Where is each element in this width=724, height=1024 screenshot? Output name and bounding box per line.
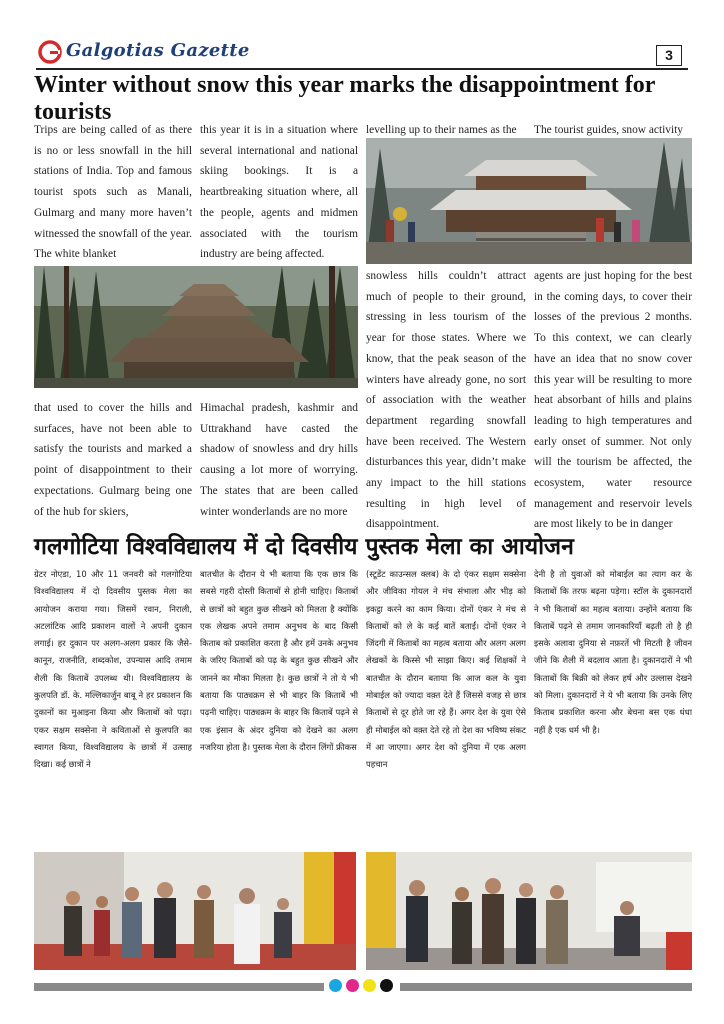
english-col1-top	[34, 120, 192, 264]
page-number: 3	[656, 45, 682, 66]
english-col2-top	[200, 120, 358, 264]
footer-bar-right	[400, 983, 692, 991]
hindi-col2-text: बातचीत के दौरान ये भी बताया कि एक छात्र कि सबसे गहरी दोस्ती किताबों से होनी चाहिए। किताबों से छात्रों को बहुत कुछ सीखने को मिलता है क्योंकि एक लेखक अपने तमाम अनुभव के बाद किसी किताब को प्रकाशित करता है और हमें उनके अनुभव के जरिए किताबों को पढ़ के बहुत कुछ सीखने और जानने का मौका मिलता है। कुछ छात्रों ने तो ये भी बताया कि पाठ्यक्रम से भी बाहर कि किताबें भी पढ़नी चाहिए। पाठ्यक्रम के बाहर कि किताबें पढ़ने से एक इंसान के अंदर दुनिया को देखने का अलग नजरिया होता है। पुस्तक मेला के दौरान लिंगों फ्रीकस	[200, 569, 358, 752]
english-col4-top	[534, 120, 692, 140]
hindi-col1	[34, 566, 192, 850]
book-fair-photo-right	[366, 852, 692, 970]
english-col3-bottom	[366, 266, 526, 530]
cyan-registration-dot	[329, 979, 342, 992]
english-headline: Winter without snow this year marks the disappointment for tourists	[34, 72, 655, 125]
hindi-col4-text: देनी है तो युवाओं को मोबाईल का त्याग कर के किताबों कि तरफ बढ़ना पड़ेगा। स्टॉल के दुकानदारों ने भी किताबों का महत्व बताया। उन्होंने बताया कि किताबें पढ़ने से तमाम जानकारियाँ बढ़ती तो है ही इसके अलावा दुनिया से नफ़रतें भी मिटती है जीवन जीने कि शैली में बदलाव आता है। दुकानदारों ने भी किताबों कि बिक्री को लेकर हर्ष और उल्लास देखने को मिला। दुकानदारों ने ये भी बताया कि उनके लिए किताब प्रकाशित करना और बेचना बस एक धंधा नहीं है एक धर्म भी है।	[534, 569, 692, 735]
magenta-registration-dot	[346, 979, 359, 992]
english-col2-bottom-text: Himachal pradesh, kashmir and Uttrakhand have casted the shadow of snowless and dry hills causing a lot more of worrying. The states that are been called winter wonderlands are no more	[200, 402, 358, 518]
book-fair-photo-left	[34, 852, 356, 970]
english-col1-bottom	[34, 398, 192, 528]
english-col2-top-text: this year it is in a situation where several international and national skiing bookings. It is a heartbreaking situation where, all the people, agents and midmen associated with the tourism industry are being affected.	[200, 124, 358, 261]
english-col4-bottom-text: agents are just hoping for the best in the coming days, to cover their losses of the previous 2 months. To this context, we can clearly have an idea that no snow cover this year will be resulting to more heat absorbant of hills and plains leading to high temperatures and early onset of summer. Not only will the tourism be affected, the ecosystem, water resource management and reservoir levels are most likely to be in danger	[534, 270, 692, 530]
hadimba-temple-photo	[34, 266, 358, 388]
english-col1-bottom-text: that used to cover the hills and surfaces, have not been able to satisfy the tourists and marked a point of disappointment to their expectations. Gulmarg being one of the hub for skiers,	[34, 402, 192, 518]
hindi-col3-text: (स्टूडेंट काउन्सल क्लब) के दो एंकर सक्षम सक्सेना और जीविका गोयल ने मंच संभाला और भीड़ को इकट्ठा करने का काम किया। दोनों एंकर ने मंच से किताबों को ले के कई बातें बताईं। दोनों एंकर ने जिंदगी में किताबों का महत्व बताया और अलग अलग लेखकों के किस्से भी साझा किए। कई शिक्षकों ने बातचीत के दौरान बताया कि आज कल के युवा मोबाईल को ज्यादा वक़्त देते हैं जिससे वजह से छात्र किताबों से दूर होते जा रहे हैं। अगर देश के युवा ऐसे ही मोबाईल को वक़्त देते रहे तो देश का भविष्य संकट में आ जाएगा। अगर देश को दुनिया में एक अलग पहचान	[366, 569, 526, 770]
english-col1-top-text: Trips are being called of as there is no or less snowfall in the hill stations of India. Top and famous tourist spots such as Manali, Gulmarg and many more haven’t witnessed the snowfall of the year. The white blanket	[34, 124, 192, 261]
english-col3-top	[366, 120, 526, 140]
english-col4-top-text: The tourist guides, snow activity	[534, 124, 684, 136]
gazette-logo-icon	[38, 40, 62, 64]
yellow-registration-dot	[363, 979, 376, 992]
english-col3-bottom-text: snowless hills couldn’t attract much of people to their ground, stressing in less tourism of the year for those states. Where we know, that the peak season of the winters have already gone, no sort of association with the weather department regarding snowfall have been received. The Western disturbances this year, didn’t make any impact to the hill stations resulting in high level of disappointment.	[366, 270, 526, 530]
header-rule	[36, 68, 688, 70]
english-col3-top-text: levelling up to their names as the	[366, 124, 517, 136]
hindi-col4	[534, 566, 692, 850]
temple-tourists-photo	[366, 138, 692, 264]
hindi-col2	[200, 566, 358, 850]
black-registration-dot	[380, 979, 393, 992]
english-col4-bottom	[534, 266, 692, 530]
masthead-title: Galgotias Gazette	[66, 40, 250, 61]
hindi-headline: गलगोटिया विश्वविद्यालय में दो दिवसीय पुस्तक मेला का आयोजन	[34, 534, 574, 560]
hindi-col3	[366, 566, 526, 850]
hindi-col1-text: ग्रेटर नोएडा, 10 और 11 जनवरी को गलगोटिया विश्वविद्यालय में दो दिवसीय पुस्तक मेला का आयोजन कराया गया। जिसमें रवान, निराली, अटलांटिक आदि प्रकाशन वालों ने अपनी दुकान लगाई। हर दुकान पर अलग-अलग प्रकार कि जैसे- कानून, राजनीति, शब्दकोश, उपन्यास आदि तमाम शैली कि किताबें उपलब्ध थी। विश्वविद्यालय के कुलपति डॉ. के. मल्लिकार्जुन बाबू ने हर प्रकाशन कि दुकानों का मुआइना किया और किताबों को पढ़ा। एकर सक्षम सक्सेना ने कविताओं से कुलपति का स्वागत किया, विश्वविद्यालय के छात्रों में उत्साह दिखा। कई छात्रों ने	[34, 569, 192, 770]
english-col2-bottom	[200, 398, 358, 528]
footer-bar-left	[34, 983, 324, 991]
